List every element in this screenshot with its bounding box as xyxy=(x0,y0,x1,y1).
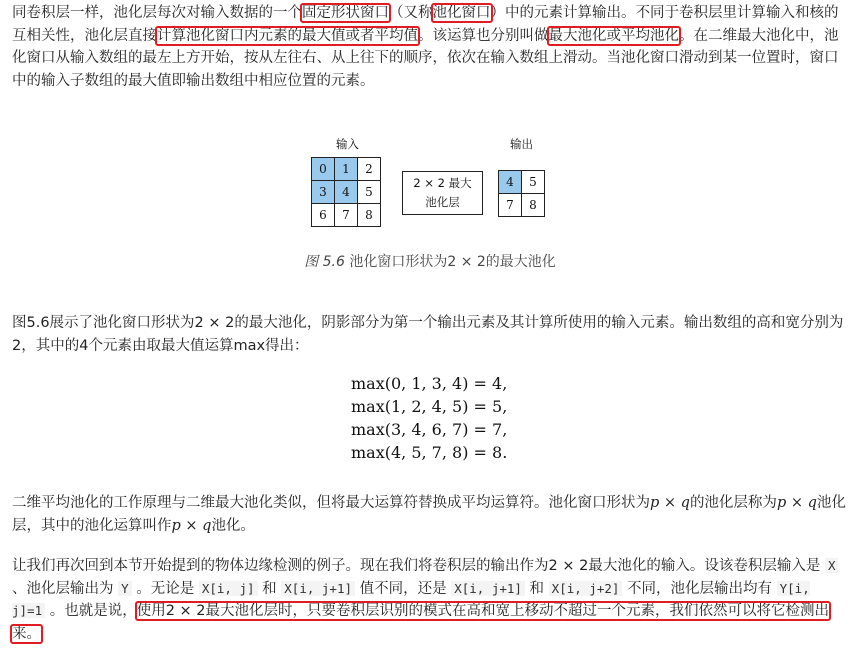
equation: max(4, 5, 7, 8) = 8. xyxy=(351,443,508,462)
pooling-op-box xyxy=(402,171,483,215)
math-pq: p × q xyxy=(171,517,212,534)
input-cell: 0 xyxy=(312,158,334,180)
equation: max(3, 4, 6, 7) = 7, xyxy=(351,420,508,439)
input-grid xyxy=(311,157,381,227)
highlight-translation-invariance: 使用2 × 2最大池化层时，只要卷积层识别的模式在高和宽上移动不超过一个元素，我们依然可以将它检测出来。 xyxy=(12,603,830,642)
input-label: 输入 xyxy=(336,137,359,151)
output-label: 输出 xyxy=(510,137,533,151)
op-line-2: 池化层 xyxy=(425,195,460,209)
op-line-1: 2 × 2 最大 xyxy=(413,176,472,190)
input-cell: 7 xyxy=(335,204,357,226)
output-cell: 7 xyxy=(499,194,521,216)
intro-paragraph: 同卷积层一样，池化层每次对输入数据的一个固定形状窗口（又称池化窗口）中的元素计算输出。不同于卷积层里计算输入和核的互相关性，池化层直接计算池化窗口内元素的最大值或者平均值。该运算也分别叫做最大池化或平均池化。在二维最大池化中，池化窗口从输入数组的最左上方开始，按从左往右、从上往下的顺序，依次在输入数组上滑动。当池化窗口滑动到某一位置时，窗口中的输入子数组的最大值即输出数组中相应位置的元素。 xyxy=(12,5,839,89)
equation: max(1, 2, 4, 5) = 5, xyxy=(351,397,508,416)
highlight-max-or-mean: 计算池化窗口内元素的最大值或者平均值 xyxy=(157,27,418,44)
equation: max(0, 1, 3, 4) = 4, xyxy=(351,374,508,393)
output-cell: 8 xyxy=(522,194,544,216)
caption-text: 池化窗口形状为2 × 2的最大池化 xyxy=(344,254,556,270)
code-y: Y xyxy=(118,581,132,596)
max-equations xyxy=(351,372,507,464)
code-y-ij: Y[i, j]=1 xyxy=(12,580,810,618)
input-cell: 1 xyxy=(335,158,357,180)
input-cell: 6 xyxy=(312,204,334,226)
output-cell: 5 xyxy=(522,171,544,193)
code-x-ij1: X[i, j+1] xyxy=(451,581,525,596)
highlight-fixed-window: 固定形状窗口 xyxy=(302,5,389,21)
input-cell: 8 xyxy=(358,204,380,226)
output-cell: 4 xyxy=(499,171,521,193)
code-x-ij1: X[i, j+1] xyxy=(281,581,355,596)
input-cell: 5 xyxy=(358,181,380,203)
average-pooling-paragraph: 二维平均池化的工作原理与二维最大池化类似，但将最大运算符替换成平均运算符。池化窗口形状为p × q的池化层称为p × q池化层，其中的池化运算叫作p × q池化。 xyxy=(12,495,846,534)
highlight-max-avg-pooling: 最大池化或平均池化 xyxy=(548,27,679,44)
figure-explanation: 图5.6展示了池化窗口形状为2 × 2的最大池化，阴影部分为第一个输出元素及其计算所使用的输入元素。输出数组的高和宽分别为2，其中的4个元素由取最大值运算max得出： xyxy=(12,315,844,354)
highlight-pooling-window: 池化窗口 xyxy=(432,5,491,21)
math-pq: p × q xyxy=(776,495,817,511)
code-x-ij2: X[i, j+2] xyxy=(549,581,623,596)
input-cell: 4 xyxy=(335,181,357,203)
figure-number: 图 5.6 xyxy=(304,254,345,270)
output-grid xyxy=(498,170,545,217)
edge-detection-paragraph: 让我们再次回到本节开始提到的物体边缘检测的例子。现在我们将卷积层的输出作为2 × 2最大池化的输入。设该卷积层输入是 X 、池化层输出为 Y 。无论是 X[i, j] 和 X[i, j+1] 值不同，还是 X[i, j+1] 和 X[i, j+2] 不同，池化层输出均有 Y[i, j]=1 。也就是说，使用2 × 2最大池化层时，只要卷积层识别的模式在高和宽上移动不超过一个元素，我们依然可以将它检测出来。 xyxy=(12,555,848,645)
code-x-ij: X[i, j] xyxy=(199,581,258,596)
figure-caption xyxy=(240,251,620,271)
math-pq: p × q xyxy=(650,495,690,511)
input-cell: 2 xyxy=(358,158,380,180)
code-x: X xyxy=(825,558,839,573)
input-cell: 3 xyxy=(312,181,334,203)
